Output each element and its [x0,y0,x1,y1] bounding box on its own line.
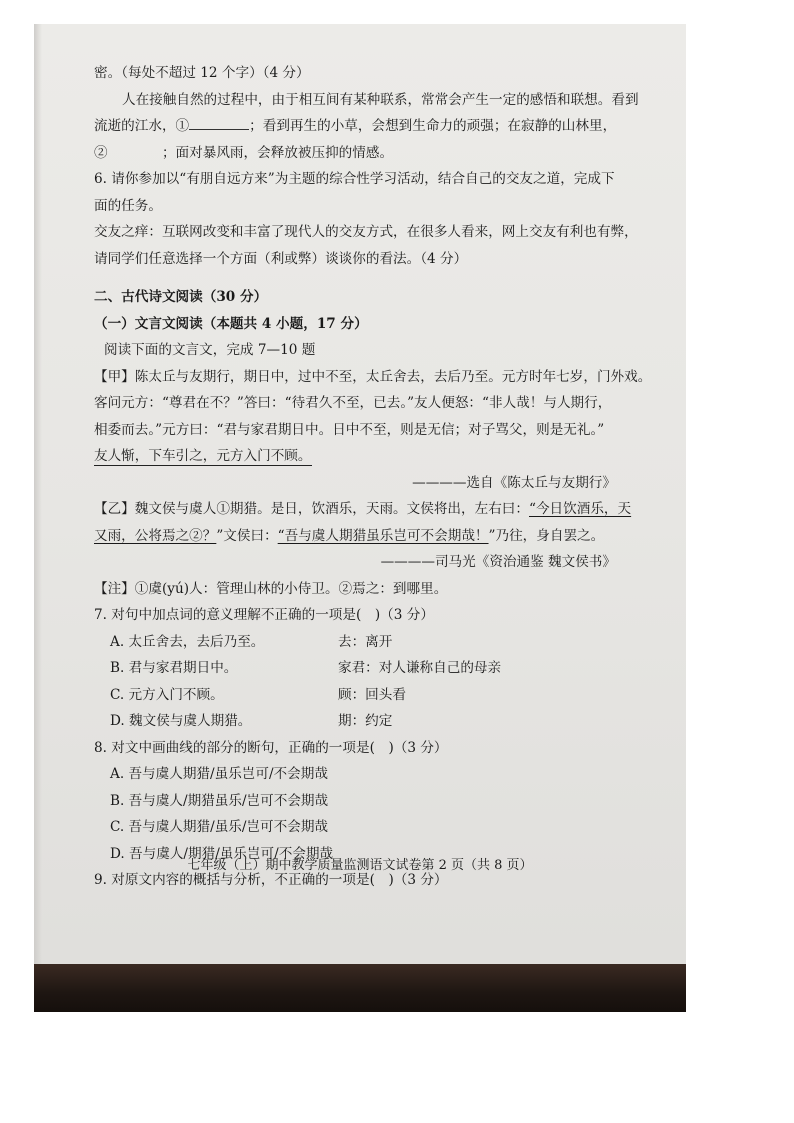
option-gloss: 期：约定 [338,713,393,729]
passage-yi-source: ————司马光《资治通鉴 魏文侯书》 [380,554,616,570]
question-7-stem: 7. 对句中加点词的意义理解不正确的一项是( )（3 分） [94,607,434,623]
curved-underline-sentence: “吾与虞人期猎虽乐岂可不会期哉！ [277,527,489,544]
option-gloss: 家君：对人谦称自己的母亲 [338,660,502,676]
annotation-note: 【注】①虞(yú)人：管理山林的小侍卫。②焉之：到哪里。 [94,580,448,597]
page-content [94,60,664,894]
question-8-stem: 8. 对文中画曲线的部分的断句，正确的一项是( )（3 分） [94,739,448,756]
option-text: B. 君与家君期日中。 [110,660,238,676]
q7-option-d[interactable] [94,708,664,735]
section-title: 二、古代诗文阅读（30 分） [94,289,268,305]
q8-option-a[interactable]: A. 吾与虞人期猎/虽乐岂可/不会期哉 [110,766,328,782]
passage-jia-source: ————选自《陈太丘与友期行》 [412,474,616,491]
q8-option-b[interactable]: B. 吾与虞人/期猎虽乐/岂可不会期哉 [110,792,329,809]
question-9-stem: 9. 对原文内容的概括与分析，不正确的一项是( )（3 分） [94,872,448,888]
underlined-fragment: “今日饮酒乐，天 [529,501,632,517]
q7-option-b[interactable] [94,655,664,682]
text-fragment: 流逝的江水，① [94,118,190,134]
option-gloss: 去：离开 [338,633,393,650]
dark-table-surface [34,964,686,1012]
underlined-fragment: 又雨，公将焉之②？ [94,527,217,544]
text-fragment: ；看到再生的小草，会想到生命力的顽强；在寂静的山林里， [249,118,617,134]
option-text: C. 元方入门不顾。 [110,686,224,703]
option-gloss: 顾：回头看 [338,686,406,703]
passage-jia-line: 【甲】陈太丘与友期行，期日中，过中不至，太丘舍去，去后乃至。元方时年七岁，门外戏。 [94,368,652,385]
option-text: D. 魏文侯与虞人期猎。 [110,713,252,729]
q8-option-c[interactable]: C. 吾与虞人期猎/虽乐/岂可不会期哉 [110,819,329,835]
page-footer: 七年级（上）期中教学质量监测语文试卷第 2 页（共 8 页） [187,858,533,873]
option-text: A. 太丘舍去，去后乃至。 [110,633,265,650]
text-line: 请同学们任意选择一个方面（利或弊）谈谈你的看法。（4 分） [94,250,468,267]
passage-yi-line [94,496,664,523]
passage-yi-line [94,523,664,550]
passage-jia-line: 客问元方：“尊君在不？”答曰：“待君久不至，已去。”友人便怒：“非人哉！与人期行， [94,395,612,411]
text-fragment: ”乃往，身自罢之。 [488,527,605,544]
text-line [94,113,664,140]
q7-option-c[interactable] [94,682,664,709]
underlined-sentence: 友人惭，下车引之，元方入门不顾。 [94,448,312,464]
text-line: 交友之痒：互联网改变和丰富了现代人的交友方式，在很多人看来，网上交友有利也有弊， [94,224,638,240]
q8-option-d[interactable]: D. 吾与虞人/期猎/虽乐岂可/不会期哉 [110,845,334,862]
text-line: 面的任务。 [94,197,162,214]
text-line: 人在接触自然的过程中，由于相互间有某种联系，常常会产生一定的感悟和联想。看到 [122,91,639,108]
text-fragment: ”文侯曰： [216,527,278,544]
text-fragment: 【乙】魏文侯与虞人①期猎。是日，饮酒乐，天雨。文侯将出，左右曰： [94,501,529,517]
text-line: 密。（每处不超过 12 个字）（4 分） [94,65,310,81]
answer-blank[interactable] [189,115,249,130]
question-6-stem: 6. 请你参加以“有朋自远方来”为主题的综合性学习活动，结合自己的交友之道，完成下 [94,171,615,187]
subsection-title: （一）文言文阅读（本题共 4 小题，17 分） [94,315,368,332]
passage-jia-line [94,443,664,470]
scanned-page-photo [34,24,686,1012]
reading-intro: 阅读下面的文言文，完成 7—10 题 [104,342,316,358]
q7-option-a[interactable] [94,629,664,656]
passage-jia-line: 相委而去。”元方曰：“君与家君期日中。日中不至，则是无信；对子骂父，则是无礼。” [94,421,605,438]
text-line: ② ；面对暴风雨，会释放被压抑的情感。 [94,144,394,161]
page-edge-shadow [34,24,42,964]
